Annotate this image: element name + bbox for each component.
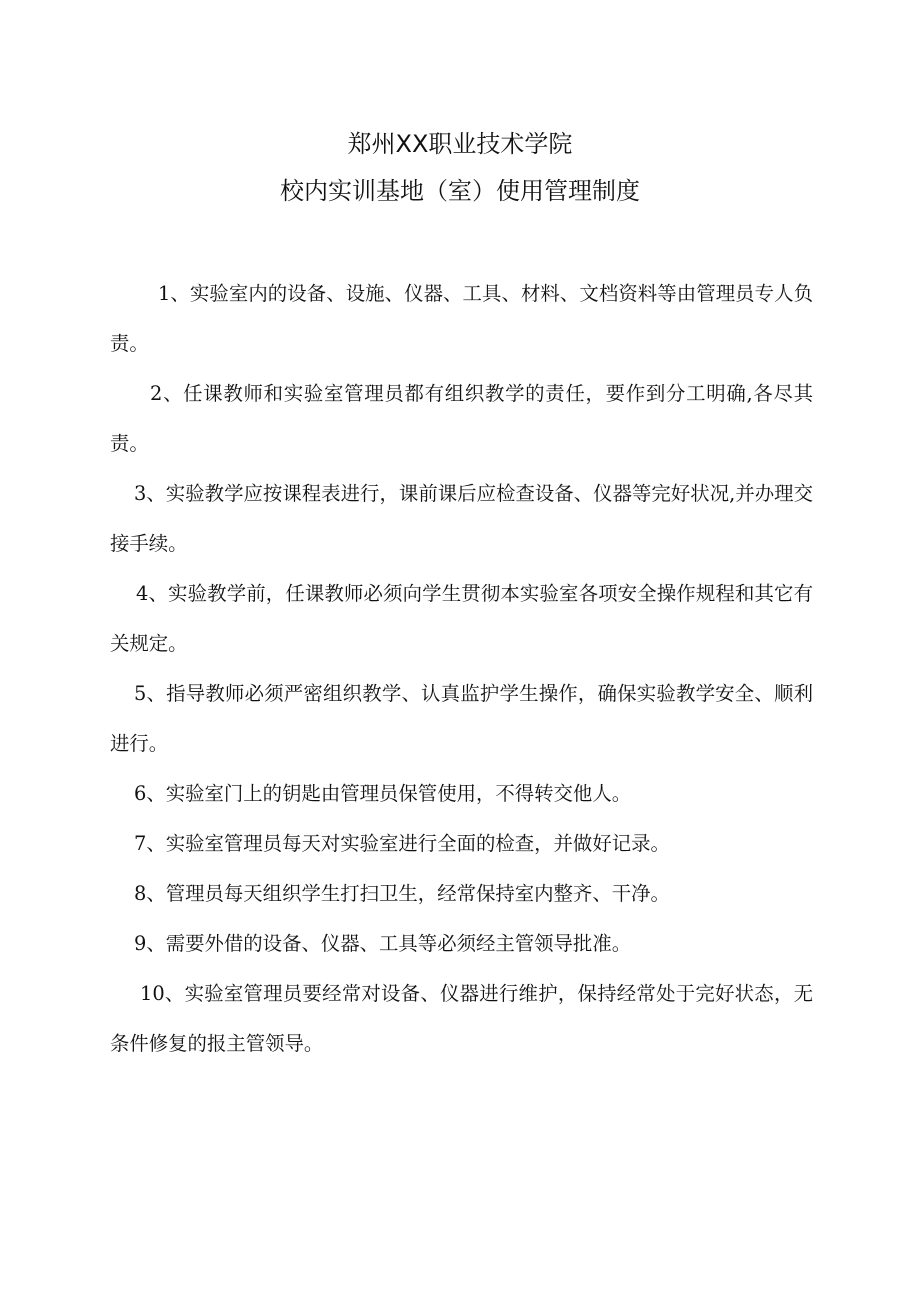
rule-paragraph-1: 1、实验室内的设备、设施、仪器、工具、材料、文档资料等由管理员专人负责。 <box>110 282 813 355</box>
document-title-school: 郑州XX职业技术学院 <box>347 130 573 158</box>
rule-paragraph-10: 10、实验室管理员要经常对设备、仪器进行维护，保持经常处于完好状态，无条件修复的报主管领导。 <box>110 982 813 1055</box>
rule-paragraph-6: 6、实验室门上的钥匙由管理员保管使用，不得转交他人。 <box>134 782 632 805</box>
rule-paragraph-8: 8、管理员每天组织学生打扫卫生，经常保持室内整齐、干净。 <box>134 882 670 905</box>
rule-paragraph-7: 7、实验室管理员每天对实验室进行全面的检查，并做好记录。 <box>134 832 670 855</box>
rules-body <box>110 269 813 1069</box>
rule-paragraph-9: 9、需要外借的设备、仪器、工具等必须经主管领导批准。 <box>134 932 632 955</box>
document-title-regulation: 校内实训基地（室）使用管理制度 <box>280 177 640 205</box>
rule-paragraph-3: 3、实验教学应按课程表进行，课前课后应检查设备、仪器等完好状况,并办理交接手续。 <box>110 482 813 555</box>
rule-paragraph-4: 4、实验教学前，任课教师必须向学生贯彻本实验室各项安全操作规程和其它有关规定。 <box>110 582 813 655</box>
rule-paragraph-2: 2、任课教师和实验室管理员都有组织教学的责任，要作到分工明确,各尽其责。 <box>110 382 813 455</box>
rule-paragraph-5: 5、指导教师必须严密组织教学、认真监护学生操作，确保实验教学安全、顺利进行。 <box>110 682 813 755</box>
